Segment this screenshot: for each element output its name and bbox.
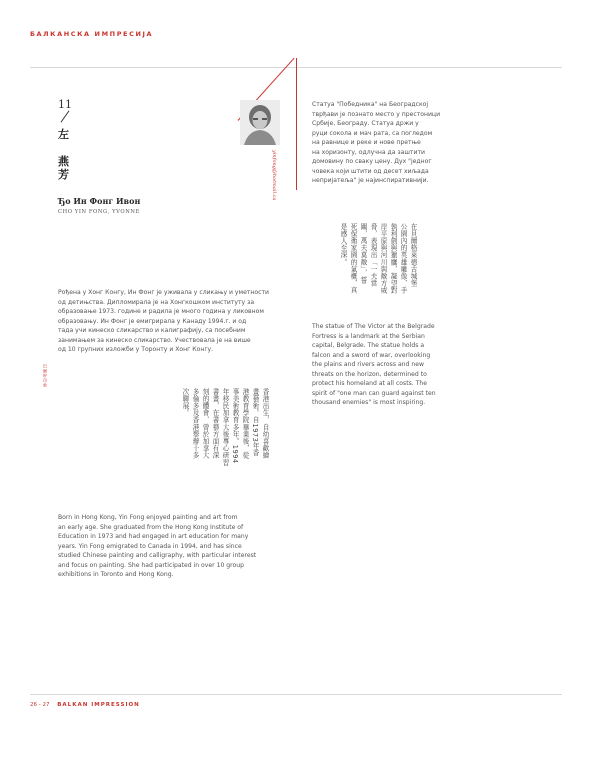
- artist-number: 11: [58, 98, 72, 111]
- text-line: од детињства. Дипломирала је на Хонгкошком институту за: [58, 298, 255, 306]
- red-vertical-line: [296, 58, 297, 190]
- artist-zh-name-char-1: 左: [58, 128, 69, 141]
- text-line: Fortress is a landmark at the Serbian: [312, 332, 425, 340]
- text-line: the plains and rivers across and new: [312, 361, 424, 368]
- artist-email: yinfong@hotmail.ca: [271, 150, 277, 201]
- artist-zh-name-char-2: 燕: [58, 155, 69, 168]
- text-column: 刻的體會，曾於加拿大: [201, 388, 209, 459]
- text-line: exhibitions in Toronto and Hong Kong.: [58, 571, 174, 578]
- number-divider: [61, 110, 70, 122]
- text-line: од 10 групних изложби у Торонту и Хонг Конгу.: [58, 346, 214, 353]
- text-column: 關，萬夫莫敵」，誓: [359, 223, 367, 284]
- text-line: studied Chinese painting and calligraphy, with particular interest: [58, 552, 257, 559]
- text-line: falcon and a sword of war, overlooking: [312, 351, 431, 359]
- text-line: years. Yin Fong emigrated to Canada in 1994, and has since: [58, 542, 242, 550]
- text-column: 執利劍與獵鷹，凝望對: [389, 223, 397, 294]
- bio-english-text: [58, 513, 303, 580]
- text-line: Србије, Београду. Статуа држи у: [312, 120, 419, 127]
- text-line: човека који штити од десет хиљада: [312, 167, 429, 175]
- side-tag: 巴爾幹印象: [43, 364, 48, 388]
- footer-rule: [30, 694, 562, 695]
- text-line: непријатеља" је најинспиративнији.: [312, 177, 429, 184]
- text-line: an early age. She graduated from the Hong Kong Institute of: [58, 523, 244, 531]
- text-column: 多倫多及香港舉辦十多: [191, 388, 199, 459]
- text-column: 畫藝術。自1973年香: [251, 388, 259, 457]
- text-line: тврђави је познато место у престоници: [312, 110, 441, 118]
- text-column: 公園內的英雄雕像，手: [399, 223, 407, 294]
- text-line: руци сокола и мач рата, са погледом: [312, 129, 433, 137]
- text-line: capital, Belgrade. The statue holds a: [312, 342, 425, 349]
- text-column: 事美術教育多年。1994: [231, 388, 239, 464]
- text-column: 在貝爾格萊德古城堡: [409, 223, 417, 287]
- artist-name-latin: CHO YIN FONG, YVONNE: [58, 209, 140, 215]
- page-numbers: 26 - 27: [30, 702, 50, 708]
- text-line: на хоризонту, одлучна да заштити: [312, 148, 425, 156]
- text-column: 香港出生，自幼喜歡繪: [261, 388, 269, 459]
- artwork-chinese-text: [338, 223, 418, 323]
- text-line: домовину по сваку цену. Дух "једног: [312, 158, 432, 165]
- artist-zh-name-char-3: 芳: [58, 168, 69, 181]
- text-line: Education in 1973 and had engaged in art education for many: [58, 533, 249, 540]
- text-column: 年移民加拿大後專心研習: [221, 388, 229, 467]
- text-line: Рођена у Хонг Конгу, Ин Фонг је уживала у сликању и уметности: [58, 289, 269, 296]
- text-line: The statue of The Victor at the Belgrade: [312, 323, 435, 330]
- text-column: 次聯展。: [181, 388, 189, 417]
- text-line: на равнице и реке и нове претње: [312, 139, 421, 146]
- footer-title: BALKAN IMPRESSION: [57, 702, 140, 708]
- text-line: thousand enemies" is most inspiring.: [312, 399, 426, 406]
- text-line: Статуа "Победника" на Београдској: [312, 101, 429, 108]
- header-title: БАЛКАНСКА ИМПРЕСИЈА: [30, 30, 154, 38]
- bio-chinese-text: [180, 388, 270, 488]
- bio-serbian-text: [58, 288, 298, 355]
- text-line: and focus on painting. She had participated in over 10 group: [58, 561, 244, 569]
- text-column: 死保衛家園的氣概，真: [349, 223, 357, 294]
- text-column: 港教育學院畢業後，從: [241, 388, 249, 459]
- artist-portrait-photo: [240, 100, 280, 145]
- text-column: 岸平原與河川與敵方威: [379, 223, 387, 294]
- text-column: 書畫，在書藝方面有深: [211, 388, 219, 459]
- artwork-serbian-text: [312, 100, 562, 186]
- text-line: Born in Hong Kong, Yin Fong enjoyed painting and art from: [58, 514, 238, 521]
- text-line: threats on the horizon, determined to: [312, 370, 427, 378]
- text-line: protect his homeland at all costs. The: [312, 380, 427, 387]
- text-column: 是感人至深。: [339, 223, 347, 266]
- text-line: образовање 1973. године и радила је много година у ликовном: [58, 308, 264, 315]
- artist-name-cyrillic: Ђо Ин Фонг Ивон: [58, 196, 141, 206]
- text-line: занимањем за кинеско сликарство. Учествовала је на више: [58, 336, 251, 344]
- text-column: 脅，表現出「一夫當: [369, 223, 377, 287]
- text-line: тада учи кинеско сликарство и калиграфију, са посебним: [58, 327, 246, 334]
- artwork-english-text: [312, 322, 562, 408]
- text-line: spirit of "one man can guard against ten: [312, 389, 436, 397]
- text-line: образовању. Ин Фонг је емигрирала у Канаду 1994.г. и од: [58, 317, 247, 325]
- footer: [30, 702, 140, 708]
